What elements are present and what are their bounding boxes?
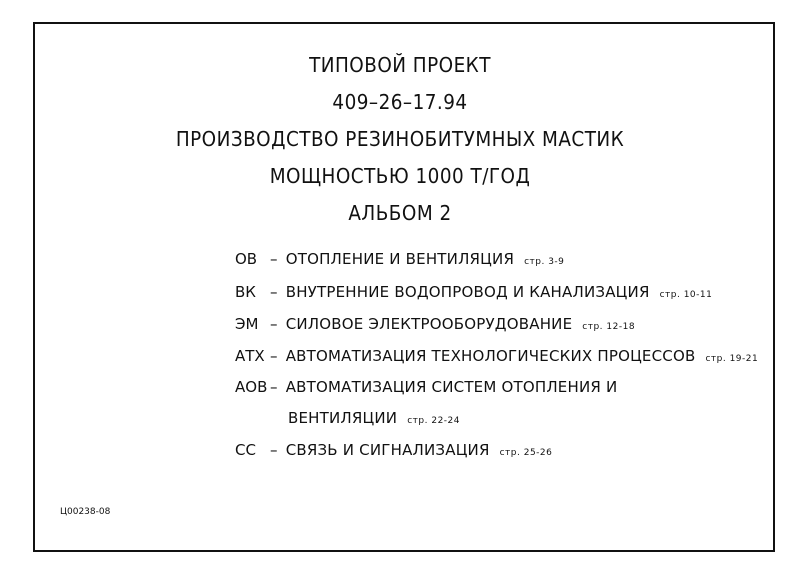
title-block — [0, 55, 800, 240]
section-dash: – — [270, 347, 278, 365]
section-code: ЭМ — [235, 315, 259, 333]
section-code: АОВ — [235, 378, 268, 396]
section-vk — [235, 282, 715, 302]
title-typical-project: ТИПОВОЙ ПРОЕКТ — [309, 53, 491, 77]
section-name: ВНУТРЕННИЕ ВОДОПРОВОД И КАНАЛИЗАЦИЯ — [285, 283, 650, 301]
section-name-continuation: ВЕНТИЛЯЦИИ — [288, 409, 398, 427]
section-code: ВК — [235, 283, 256, 301]
section-atx — [235, 346, 759, 366]
section-name: АВТОМАТИЗАЦИЯ ТЕХНОЛОГИЧЕСКИХ ПРОЦЕССОВ — [285, 347, 696, 365]
section-dash: – — [270, 378, 278, 396]
title-project-number: 409–26–17.94 — [332, 90, 468, 114]
section-name: СВЯЗЬ И СИГНАЛИЗАЦИЯ — [285, 441, 490, 459]
section-pages: стр. 22-24 — [407, 416, 461, 426]
section-name: СИЛОВОЕ ЭЛЕКТРООБОРУДОВАНИЕ — [285, 315, 573, 333]
section-description — [270, 377, 617, 397]
section-aov-continuation — [288, 408, 460, 428]
section-dash: – — [270, 250, 278, 268]
section-ov — [235, 249, 715, 269]
title-capacity: МОЩНОСТЬЮ 1000 Т/ГОД — [269, 164, 531, 188]
section-em — [235, 314, 715, 334]
section-description — [270, 346, 758, 369]
section-description — [270, 249, 564, 272]
title-album: АЛЬБОМ 2 — [348, 201, 452, 225]
section-name: АВТОМАТИЗАЦИЯ СИСТЕМ ОТОПЛЕНИЯ И — [285, 378, 618, 396]
section-ss — [235, 440, 715, 460]
section-name: ОТОПЛЕНИЕ И ВЕНТИЛЯЦИЯ — [285, 250, 515, 268]
section-dash: – — [270, 283, 278, 301]
section-pages: стр. 25-26 — [499, 448, 553, 458]
section-pages: стр. 12-18 — [582, 322, 636, 332]
section-description — [270, 282, 712, 305]
section-description — [270, 314, 635, 337]
section-dash: – — [270, 441, 278, 459]
section-description — [270, 440, 552, 463]
section-code: ОВ — [235, 250, 258, 268]
section-aov — [235, 377, 715, 397]
title-production: ПРОИЗВОДСТВО РЕЗИНОБИТУМНЫХ МАСТИК — [175, 127, 625, 151]
section-pages: стр. 3-9 — [524, 257, 565, 267]
section-code: СС — [235, 441, 256, 459]
section-dash: – — [270, 315, 278, 333]
section-code: АТХ — [235, 347, 265, 365]
section-pages: стр. 10-11 — [659, 290, 713, 300]
document-stamp-code: Ц00238-08 — [60, 507, 111, 517]
section-pages: стр. 19-21 — [705, 354, 759, 364]
